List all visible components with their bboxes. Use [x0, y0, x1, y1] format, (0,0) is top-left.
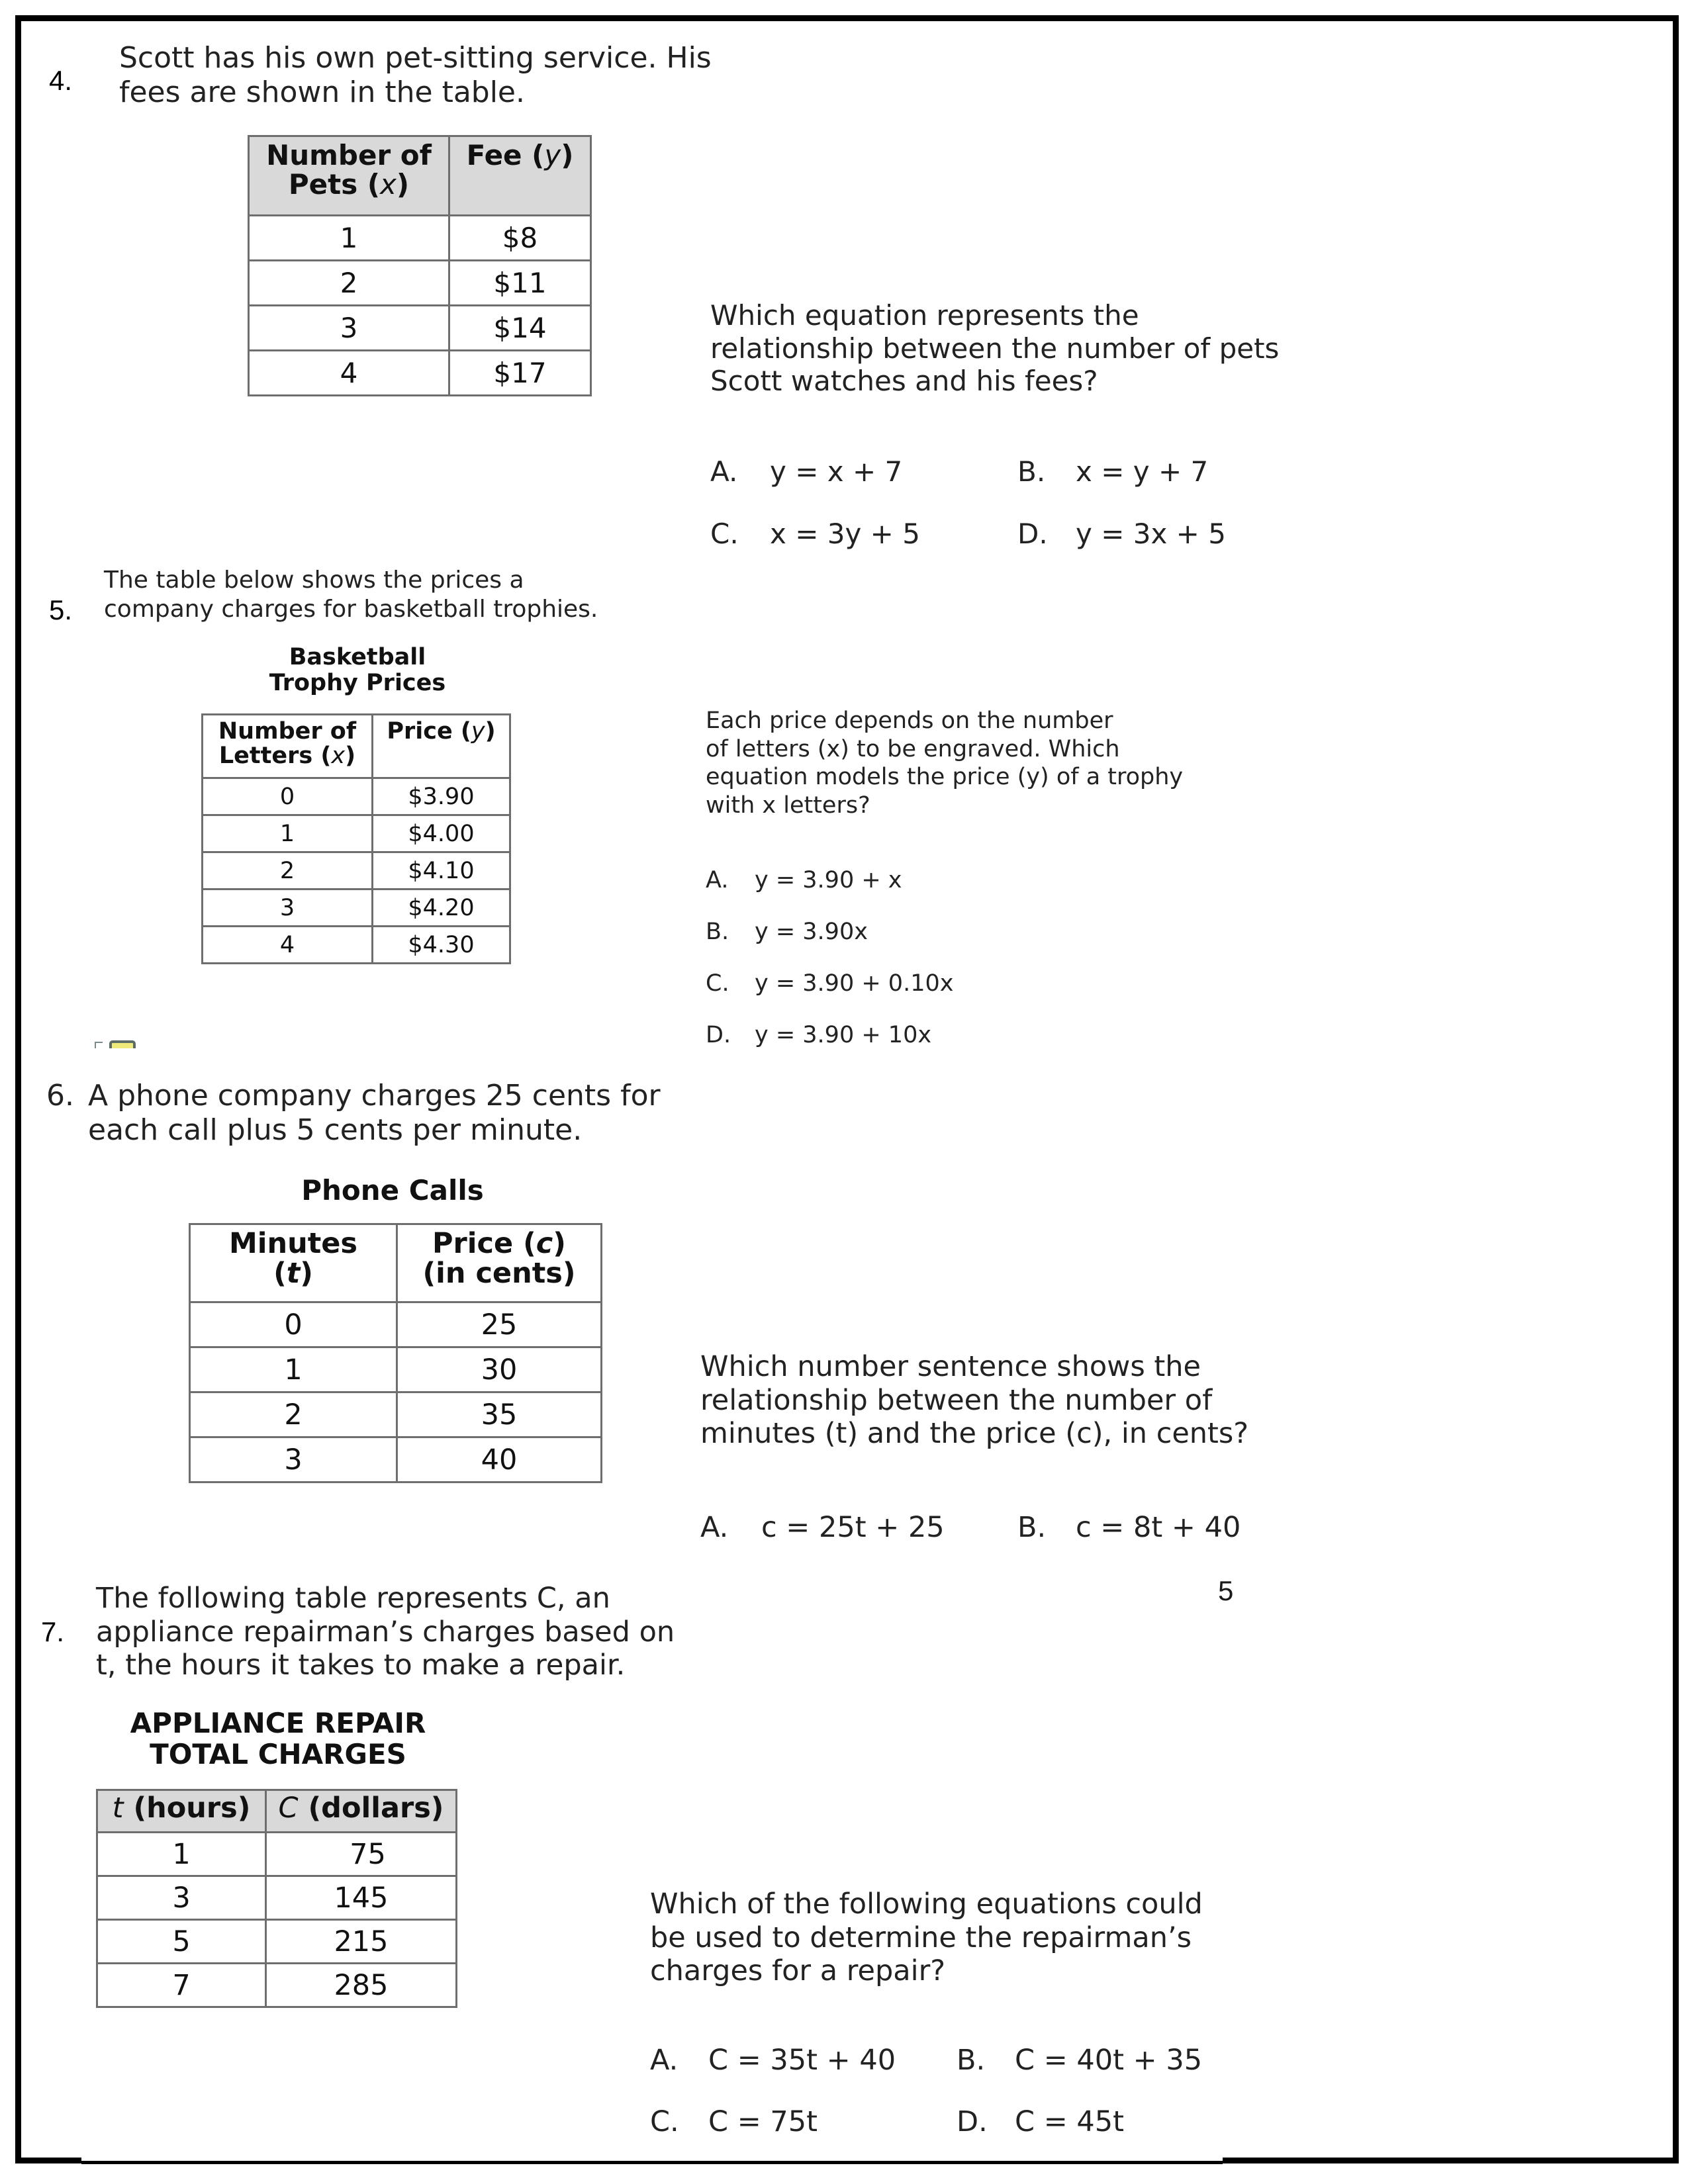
stem-line: company charges for basketball trophies. — [104, 595, 598, 623]
table-cell: 1 — [190, 1347, 397, 1392]
choice-b[interactable] — [706, 919, 868, 945]
question-prompt — [650, 1888, 1203, 1988]
table-row — [97, 1876, 457, 1920]
partial-yellow-icon — [95, 1040, 142, 1048]
choice-c[interactable] — [706, 970, 953, 997]
table-cell: $4.30 — [373, 927, 510, 964]
stem-line: fees are shown in the table. — [119, 75, 525, 109]
table-cell: 145 — [266, 1876, 457, 1920]
choice-d[interactable] — [957, 2105, 1124, 2138]
stem-line: The following table represents C, an — [96, 1582, 610, 1615]
table-row — [97, 1964, 457, 2007]
choice-text: x = 3y + 5 — [770, 518, 920, 550]
table-cell: 35 — [397, 1392, 602, 1437]
page-border-top — [15, 15, 1679, 21]
choice-letter: A. — [700, 1511, 729, 1544]
table-cell: $4.10 — [373, 852, 510, 889]
table-cell: 3 — [203, 889, 373, 927]
table-row — [203, 778, 510, 815]
table-row — [190, 1302, 602, 1347]
table-cell: $17 — [449, 351, 591, 396]
table-header: Number of Pets (x) — [249, 136, 449, 216]
stem-line: each call plus 5 cents per minute. — [88, 1113, 583, 1147]
table-cell: 285 — [266, 1964, 457, 2007]
question-prompt — [706, 707, 1183, 820]
table-row — [249, 306, 591, 351]
table-cell: 0 — [190, 1302, 397, 1347]
appliance-repair-table — [96, 1789, 457, 2008]
table-row — [249, 216, 591, 261]
table-caption — [225, 645, 490, 696]
table-cell: 3 — [97, 1876, 266, 1920]
question-stem — [119, 41, 712, 110]
choice-text: C = 75t — [708, 2105, 818, 2138]
choice-a[interactable] — [710, 455, 902, 488]
choice-a[interactable] — [650, 2044, 896, 2077]
prompt-line: charges for a repair? — [650, 1954, 946, 1988]
question-stem — [96, 1582, 675, 1682]
choice-text: y = 3.90 + 10x — [755, 1022, 932, 1048]
choice-letter: A. — [650, 2044, 679, 2077]
choice-b[interactable] — [1017, 455, 1208, 488]
page-border-bottom — [1223, 2158, 1679, 2163]
prompt-line: relationship between the number of — [700, 1383, 1213, 1417]
question-prompt — [700, 1350, 1248, 1451]
prompt-line: of letters (x) to be engraved. Which — [706, 735, 1120, 762]
table-row — [203, 852, 510, 889]
table-cell: 1 — [249, 216, 449, 261]
prompt-line: Which number sentence shows the — [700, 1350, 1201, 1383]
prompt-line: minutes (t) and the price (c), in cents? — [700, 1417, 1249, 1451]
caption-line: Trophy Prices — [269, 670, 446, 697]
table-cell: 3 — [249, 306, 449, 351]
table-cell: $14 — [449, 306, 591, 351]
table-cell: 4 — [203, 927, 373, 964]
caption-line: TOTAL CHARGES — [150, 1738, 406, 1771]
table-cell: 75 — [266, 1833, 457, 1876]
choice-b[interactable] — [957, 2044, 1202, 2077]
choice-letter: C. — [706, 970, 729, 997]
choice-b[interactable] — [1017, 1511, 1241, 1544]
question-number: 5. — [49, 594, 73, 625]
table-cell: 1 — [97, 1833, 266, 1876]
choice-a[interactable] — [706, 867, 902, 893]
table-cell: 0 — [203, 778, 373, 815]
table-row — [190, 1347, 602, 1392]
choice-a[interactable] — [700, 1511, 945, 1544]
choice-letter: A. — [706, 867, 729, 893]
choice-text: C = 45t — [1015, 2105, 1124, 2138]
table-cell: $4.20 — [373, 889, 510, 927]
caption-line: APPLIANCE REPAIR — [130, 1707, 426, 1739]
page-number: 5 — [1218, 1575, 1234, 1606]
choice-c[interactable] — [650, 2105, 818, 2138]
page-border-right — [1673, 15, 1679, 2163]
choice-text: y = 3.90 + 0.10x — [755, 970, 954, 997]
phone-calls-table — [189, 1223, 602, 1483]
prompt-line: relationship between the number of pets — [710, 332, 1280, 365]
choice-letter: D. — [1017, 518, 1048, 550]
choice-d[interactable] — [1017, 518, 1226, 550]
choice-text: y = 3.90x — [755, 919, 868, 945]
prompt-line: Scott watches and his fees? — [710, 365, 1098, 398]
table-header: Price (y) — [373, 715, 510, 778]
table-cell: 4 — [249, 351, 449, 396]
table-header: t (hours) — [97, 1790, 266, 1833]
trophy-prices-table — [201, 713, 511, 964]
table-row — [203, 889, 510, 927]
choice-letter: B. — [1017, 1511, 1047, 1544]
question-prompt — [710, 299, 1279, 398]
table-cell: 3 — [190, 1437, 397, 1482]
choice-text: c = 8t + 40 — [1076, 1511, 1241, 1544]
prompt-line: Which of the following equations could — [650, 1888, 1203, 1921]
table-caption: Phone Calls — [301, 1174, 484, 1206]
question-number: 4. — [49, 65, 73, 96]
question-stem — [88, 1079, 661, 1148]
table-row — [203, 927, 510, 964]
page-border-bottom — [15, 2158, 81, 2163]
table-header: Price (c) (in cents) — [397, 1224, 602, 1302]
choice-text: y = x + 7 — [770, 455, 903, 488]
question-number: 7. — [41, 1616, 65, 1647]
choice-text: x = y + 7 — [1076, 455, 1209, 488]
yellow-square-icon — [109, 1040, 136, 1048]
table-row — [249, 261, 591, 306]
stem-line: appliance repairman’s charges based on — [96, 1615, 675, 1649]
table-cell: $8 — [449, 216, 591, 261]
page-border-left — [15, 15, 21, 2163]
choice-text: C = 35t + 40 — [708, 2044, 896, 2077]
caption-line: Basketball — [289, 644, 426, 670]
choice-text: y = 3x + 5 — [1076, 518, 1226, 550]
stem-line: A phone company charges 25 cents for — [88, 1079, 661, 1113]
table-cell: 2 — [249, 261, 449, 306]
choice-letter: D. — [957, 2105, 988, 2138]
prompt-line: be used to determine the repairman’s — [650, 1921, 1192, 1954]
choice-text: y = 3.90 + x — [755, 867, 902, 893]
table-header: C (dollars) — [266, 1790, 457, 1833]
choice-letter: D. — [706, 1022, 731, 1048]
table-row — [190, 1392, 602, 1437]
table-row — [203, 815, 510, 852]
choice-letter: B. — [957, 2044, 986, 2077]
table-cell: 5 — [97, 1920, 266, 1964]
choice-text: C = 40t + 35 — [1015, 2044, 1203, 2077]
prompt-line: equation models the price (y) of a trophy — [706, 764, 1184, 791]
table-cell: 7 — [97, 1964, 266, 2007]
prompt-line: with x letters? — [706, 792, 870, 819]
bracket-icon — [95, 1042, 103, 1048]
prompt-line: Each price depends on the number — [706, 707, 1113, 734]
prompt-line: Which equation represents the — [710, 299, 1139, 332]
choice-letter: A. — [710, 455, 738, 488]
table-cell: 30 — [397, 1347, 602, 1392]
table-row — [97, 1920, 457, 1964]
table-cell: 2 — [203, 852, 373, 889]
choice-letter: C. — [650, 2105, 679, 2138]
choice-text: c = 25t + 25 — [761, 1511, 945, 1544]
choice-d[interactable] — [706, 1022, 931, 1048]
choice-letter: C. — [710, 518, 739, 550]
table-cell: 25 — [397, 1302, 602, 1347]
table-cell: $3.90 — [373, 778, 510, 815]
table-header: Number of Letters (x) — [203, 715, 373, 778]
table-row — [190, 1437, 602, 1482]
stem-line: t, the hours it takes to make a repair. — [96, 1649, 626, 1682]
page-border-bottom — [81, 2161, 1223, 2164]
table-cell: 2 — [190, 1392, 397, 1437]
stem-line: Scott has his own pet-sitting service. His — [119, 41, 712, 75]
table-cell: 1 — [203, 815, 373, 852]
question-stem — [104, 566, 598, 624]
table-caption — [106, 1707, 450, 1770]
choice-letter: B. — [1017, 455, 1046, 488]
table-cell: $4.00 — [373, 815, 510, 852]
choice-c[interactable] — [710, 518, 920, 550]
table-cell: 40 — [397, 1437, 602, 1482]
stem-line: The table below shows the prices a — [104, 567, 524, 594]
table-header: Fee (y) — [449, 136, 591, 216]
table-header: Minutes (t) — [190, 1224, 397, 1302]
table-cell: 215 — [266, 1920, 457, 1964]
table-cell: $11 — [449, 261, 591, 306]
pets-fee-table — [248, 135, 592, 396]
table-row — [97, 1833, 457, 1876]
choice-letter: B. — [706, 919, 729, 945]
table-row — [249, 351, 591, 396]
question-number: 6. — [46, 1079, 74, 1113]
